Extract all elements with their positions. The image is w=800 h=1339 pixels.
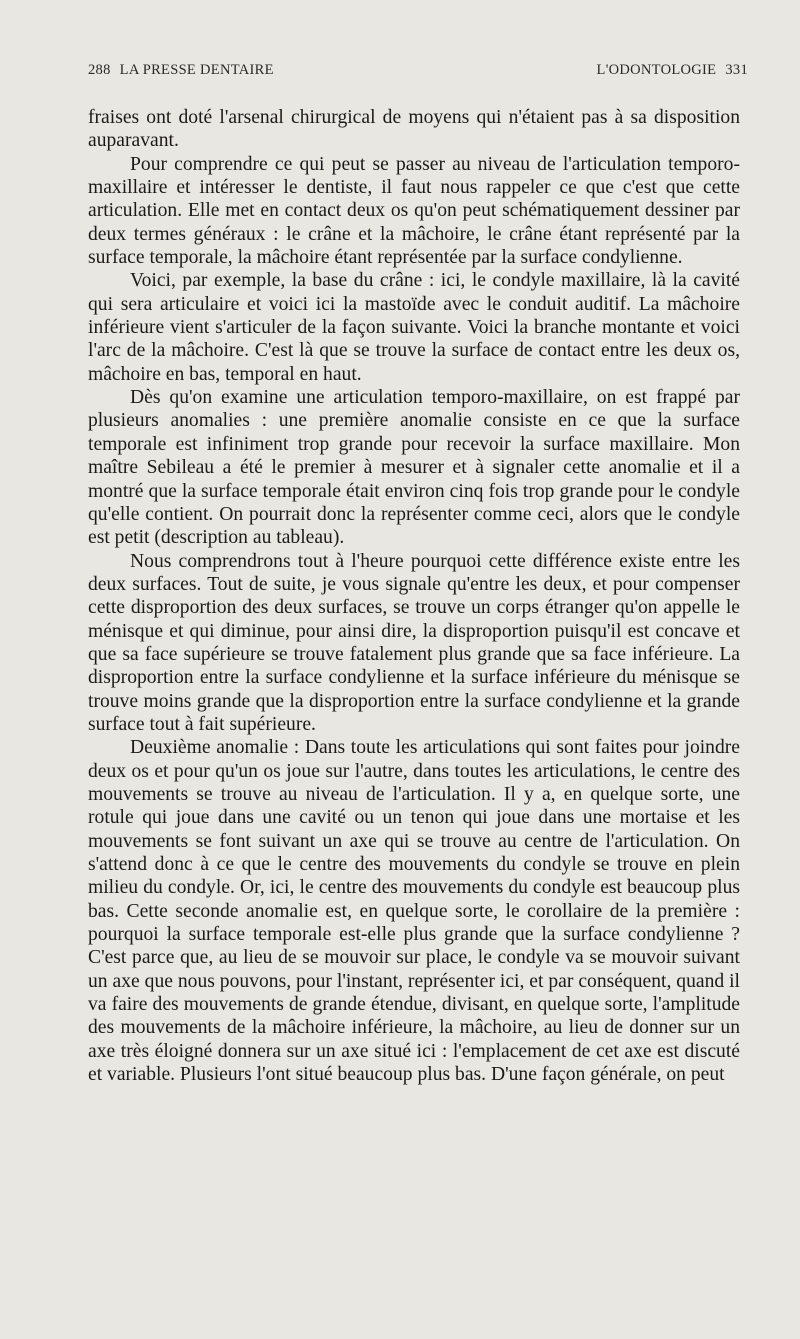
journal-title-right: L'ODONTOLOGIE [596,62,717,78]
paragraph: Voici, par exemple, la base du crâne : ici, le condyle maxillaire, là la cavité qui sera articulaire et voici ici la mastoïde avec le conduit auditif. La mâchoire inférieure vient s'articuler de la façon suivante. Voici la branche montante et voici l'arc de la mâchoire. C'est là que se trouve la surface de contact entre les deux os, mâchoire en bas, temporal en haut. [88,270,740,385]
paragraph: Deuxième anomalie : Dans toute les articulations qui sont faites pour joindre deux os et pour qu'un os joue sur l'autre, dans toutes les articulations, le centre des mouvements se trouve au niveau de l'articulation. Il y a, en quelque sorte, une rotule qui joue dans une cavité ou un tenon qui joue dans une mortaise et les mouvements se font suivant un axe qui se trouve au centre de l'articulation. On s'attend donc à ce que le centre des mouvements du condyle se trouve en plein milieu du condyle. Or, ici, le centre des mouvements du condyle est beaucoup plus bas. Cette seconde anomalie est, en quelque sorte, le corollaire de la première : pourquoi la surface temporale est-elle plus grande que la surface condylienne ? C'est parce que, au lieu de se mouvoir sur place, le condyle va se mouvoir suivant un axe que nous pouvons, pour l'instant, représenter ici, et par conséquent, quand il va faire des mouvements de grande étendue, divisant, en quelque sorte, l'amplitude des mouvements de la mâchoire inférieure, la mâchoire, au lieu de donner sur un axe très éloigné donnera sur un axe situé ici : l'emplacement de cet axe est discuté et variable. Plusieurs l'ont situé beaucoup plus bas. D'une façon générale, on peut [88,737,740,1086]
paragraph: fraises ont doté l'arsenal chirurgical de moyens qui n'étaient pas à sa disposition auparavant. [88,107,740,152]
running-header [88,62,748,82]
journal-title: LA PRESSE DENTAIRE [119,62,274,78]
paragraph: Nous comprendrons tout à l'heure pourquoi cette différence existe entre les deux surfaces. Tout de suite, je vous signale qu'entre les deux, et pour compenser cette disproportion des deux surfaces, se trouve un corps étranger qu'on appelle le ménisque et qui diminue, pour ainsi dire, la disproportion puisqu'il est concave et que sa face supérieure se trouve fatalement plus grande que sa face inférieure. La disproportion entre la surface condylienne et la surface inférieure du ménisque se trouve moins grande que la disproportion entre la surface condylienne et la grande surface tout à fait supérieure. [88,550,740,735]
header-right [597,62,748,79]
left-page-number: 288 [88,62,111,78]
header-left [88,62,274,79]
paragraph: Pour comprendre ce qui peut se passer au niveau de l'articulation temporo-maxillaire et intéresser le dentiste, il faut nous rappeler ce que c'est que cette articulation. Elle met en contact deux os qu'on peut schématiquement dessiner par deux termes généraux : le crâne et la mâchoire, le crâne étant représenté par la surface temporale, la mâchoire étant représentée par la surface condylienne. [88,153,740,269]
body-text [88,106,740,1086]
paragraph: Dès qu'on examine une articulation temporo-maxillaire, on est frappé par plusieurs anomalies : une première anomalie consiste en ce que la surface temporale est infiniment trop grande pour recevoir la surface maxillaire. Mon maître Sebileau a été le premier à mesurer et à signaler cette anomalie et il a montré que la surface temporale était environ cinq fois trop grande pour le condyle qu'elle contient. On pourrait donc la représenter comme ceci, alors que le condyle est petit (description au tableau). [88,387,740,549]
right-page-number: 331 [725,62,748,78]
